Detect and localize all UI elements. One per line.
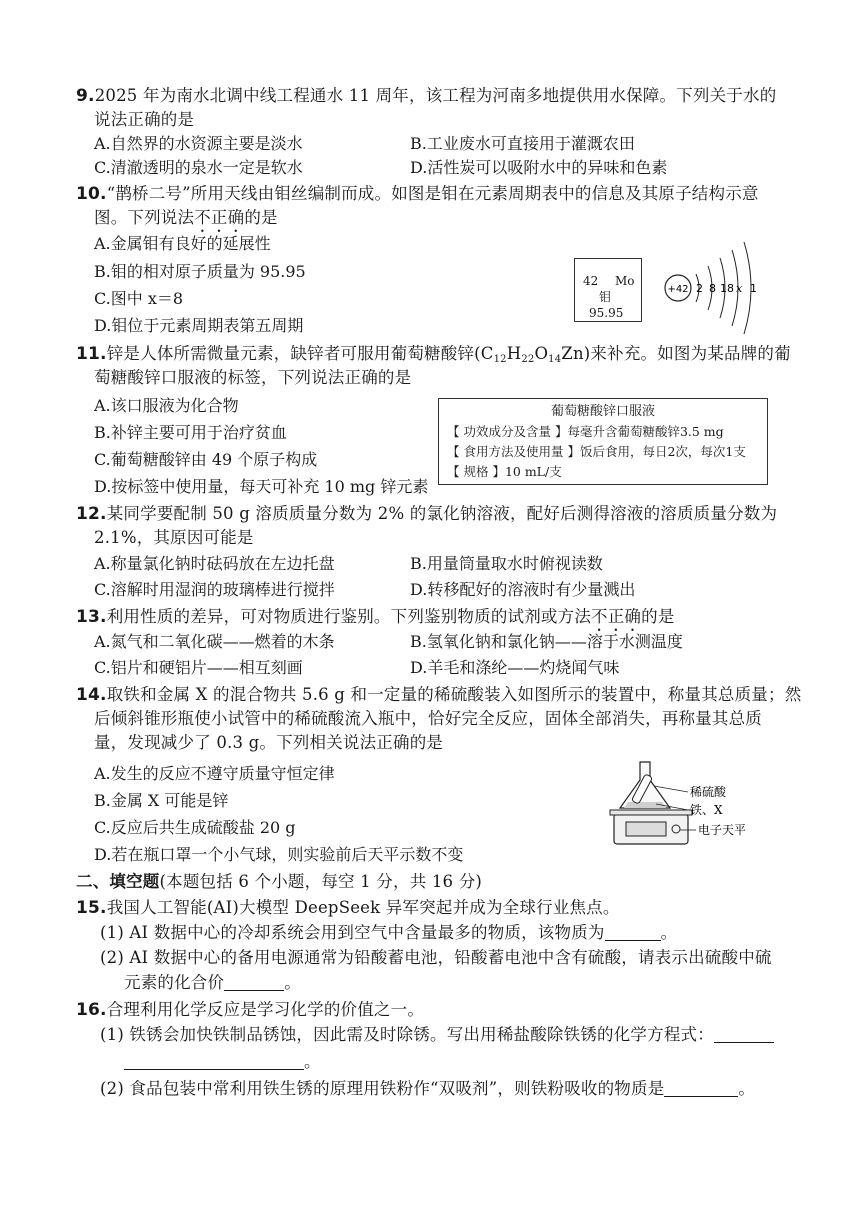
question-10-option-b[interactable]: B.钼的相对原子质量为 95.95 [94,262,306,281]
punctuation: 。 [304,1052,321,1071]
label-title: 葡萄糖酸锌口服液 [550,404,655,419]
atomic-number: 42 [583,274,599,288]
answer-blank[interactable] [124,1051,304,1070]
question-14-option-c[interactable]: C.反应后共生成硫酸盐 20 g [94,818,296,837]
subscript: 12 [493,354,507,365]
stem-text: 锌是人体所需微量元素，缺锌者可服用葡萄糖酸锌(C [106,344,494,363]
question-14-option-a[interactable]: A.发生的反应不遵守质量守恒定律 [94,764,335,783]
question-11-option-c[interactable]: C.葡萄糖酸锌由 49 个原子构成 [94,450,318,469]
question-number: 11. [76,344,107,364]
question-9-option-b[interactable]: B.工业废水可直接用于灌溉农田 [410,134,635,153]
question-10-option-d[interactable]: D.钼位于元素周期表第五周期 [94,316,304,335]
question-number: 13. [76,607,107,627]
question-14-option-d[interactable]: D.若在瓶口罩一个小气球，则实验前后天平示数不变 [94,845,464,864]
stem-text: (1) 铁锈会加快铁制品锈蚀，因此需及时除锈。写出用稀盐酸除铁锈的化学方程式： [100,1025,714,1044]
question-15-part-1 [100,921,677,945]
stem-text: (1) AI 数据中心的冷却系统会用到空气中含量最多的物质，该物质为 [100,923,605,942]
balance-display [626,822,666,836]
shell-electrons: x [736,282,743,295]
label-row-spec: 【 规格 】10 mL/支 [447,464,562,479]
question-10-stem-line1 [76,182,759,206]
shell-electrons: 8 [709,282,716,295]
answer-blank[interactable] [605,922,661,941]
element-name: 钼 [599,290,612,304]
question-15-part-2-line1: (2) AI 数据中心的备用电源通常为铅酸蓄电池，铅酸蓄电池中含有硫酸，请表示出硫酸中硫 [100,948,772,967]
stem-text: 利用性质的差异，可对物质进行鉴别。下列鉴别物质的试剂或方法 [106,607,592,626]
answer-blank[interactable] [224,972,284,991]
section-title: 二、填空题 [76,872,160,891]
flask-balance-figure [604,752,764,852]
subscript: 22 [521,354,535,365]
question-14-stem-line2: 后倾斜锥形瓶使小试管中的稀硫酸流入瓶中，恰好完全反应，固体全部消失，再称量其总质 [94,709,762,728]
question-15-part-2-line2 [124,971,301,995]
question-9-stem-line1 [76,84,776,108]
balance-pan [610,810,692,815]
question-number: 15. [76,898,107,918]
label-row-dosage: 【 食用方法及使用量 】饭后食用，每日2次，每次1支 [447,444,746,459]
atomic-mass: 95.95 [589,306,624,320]
question-14-option-b[interactable]: B.金属 X 可能是锌 [94,791,229,810]
question-12-option-b[interactable]: B.用量筒量取水时俯视读数 [410,554,603,573]
question-12-option-c[interactable]: C.溶解时用湿润的玻璃棒进行搅拌 [94,580,335,599]
question-11-option-b[interactable]: B.补锌主要可用于治疗贫血 [94,423,287,442]
shell-electrons: 1 [750,282,757,295]
question-13-option-d[interactable]: D.羊毛和涤纶——灼烧闻气味 [410,658,620,677]
subscript: 14 [548,354,562,365]
stem-text: 某同学要配制 50 g 溶质质量分数为 2% 的氯化钠溶液，配好后测得溶液的溶质质量分数为 [106,504,778,523]
punctuation: 。 [660,923,678,942]
question-number: 9. [76,86,95,106]
question-11-stem-line2: 萄糖酸锌口服液的标签，下列说法正确的是 [94,368,412,387]
section-2-heading [76,870,482,894]
question-11-option-a[interactable]: A.该口服液为化合物 [94,396,239,415]
formula-text: H [506,344,522,363]
question-9-stem-line2: 说法正确的是 [94,110,195,129]
question-number: 16. [76,1000,107,1020]
question-12-option-d[interactable]: D.转移配好的溶液时有少量溅出 [410,580,636,599]
question-number: 12. [76,504,107,524]
question-16-part-2 [100,1077,755,1101]
stem-text: 取铁和金属 X 的混合物共 5.6 g 和一定量的稀硫酸装入如图所示的装置中，称量其总质量；然 [106,685,802,704]
question-9-option-d[interactable]: D.活性炭可以吸附水中的异味和色素 [410,158,668,177]
shell-electrons: 2 [696,282,703,295]
stem-text: 合理利用化学反应是学习化学的价值之一。 [106,1000,425,1019]
question-13-option-b[interactable]: B.氢氧化钠和氯化钠——溶于水测温度 [410,632,683,651]
question-16-part-1-line1 [100,1023,774,1047]
punctuation: 。 [284,973,301,992]
stem-text: 的是 [244,208,278,227]
nucleus-charge: +42 [667,284,689,295]
balance-label: 电子天平 [698,823,747,837]
metal-label: 铁、X [690,803,723,817]
element-symbol: Mo [615,274,635,288]
product-label [438,398,768,485]
question-12-stem-line1 [76,502,777,526]
section-note: (本题包括 6 个小题，每空 1 分，共 16 分) [159,872,483,891]
stem-text: 我国人工智能(AI)大模型 DeepSeek 异军突起并成为全球行业焦点。 [106,898,620,917]
question-14-stem-line1 [76,683,801,707]
question-number: 14. [76,685,107,705]
shell-electrons: 18 [720,282,734,295]
answer-blank[interactable] [664,1078,738,1097]
atom-structure-diagram [660,236,764,340]
question-number: 10. [76,184,107,204]
question-15-stem [76,896,620,920]
label-row-ingredient: 【 功效成分及含量 】每毫升含葡萄糖酸锌3.5 mg [447,424,724,439]
emphasis-text: 不正确 [194,208,245,227]
question-13-option-c[interactable]: C.铝片和硬铝片——相互刻画 [94,658,303,677]
periodic-table-cell [574,258,642,322]
emphasis-text: 不正确 [591,607,642,626]
stem-text: (2) 食品包装中常利用铁生锈的原理用铁粉作“双吸剂”，则铁粉吸收的物质是 [100,1079,665,1098]
question-10-option-a[interactable]: A.金属钼有良好的延展性 [94,234,271,253]
stem-text: “鹊桥二号”所用天线由钼丝编制而成。如图是钼在元素周期表中的信息及其原子结构示意 [106,184,759,203]
stem-text: 2025 年为南水北调中线工程通水 11 周年，该工程为河南多地提供用水保障。下列关于水的 [94,86,777,105]
pointer-line [654,786,688,792]
question-16-part-1-line2 [124,1050,321,1074]
question-12-stem-line2: 2.1%，其原因可能是 [94,528,254,547]
question-13-option-a[interactable]: A.氮气和二氧化碳——燃着的木条 [94,632,335,651]
stem-text: 的是 [641,607,675,626]
answer-blank[interactable] [714,1024,774,1043]
stem-text: 图。下列说法 [94,208,195,227]
question-14-stem-line3: 量，发现减少了 0.3 g。下列相关说法正确的是 [94,733,444,752]
question-9-option-c[interactable]: C.清澈透明的泉水一定是软水 [94,158,303,177]
question-16-stem [76,998,424,1022]
question-12-option-a[interactable]: A.称量氯化钠时砝码放在左边托盘 [94,554,335,573]
punctuation: 。 [738,1079,756,1098]
formula-text: O [534,344,549,363]
acid-label: 稀硫酸 [690,785,727,799]
question-10-option-c[interactable]: C.图中 x＝8 [94,289,184,308]
question-11-option-d[interactable]: D.按标签中使用量，每天可补充 10 mg 锌元素 [94,477,429,496]
stem-text: 元素的化合价 [124,973,225,992]
question-9-option-a[interactable]: A.自然界的水资源主要是淡水 [94,134,303,153]
stem-text: Zn)来补充。如图为某品牌的葡 [561,344,791,363]
